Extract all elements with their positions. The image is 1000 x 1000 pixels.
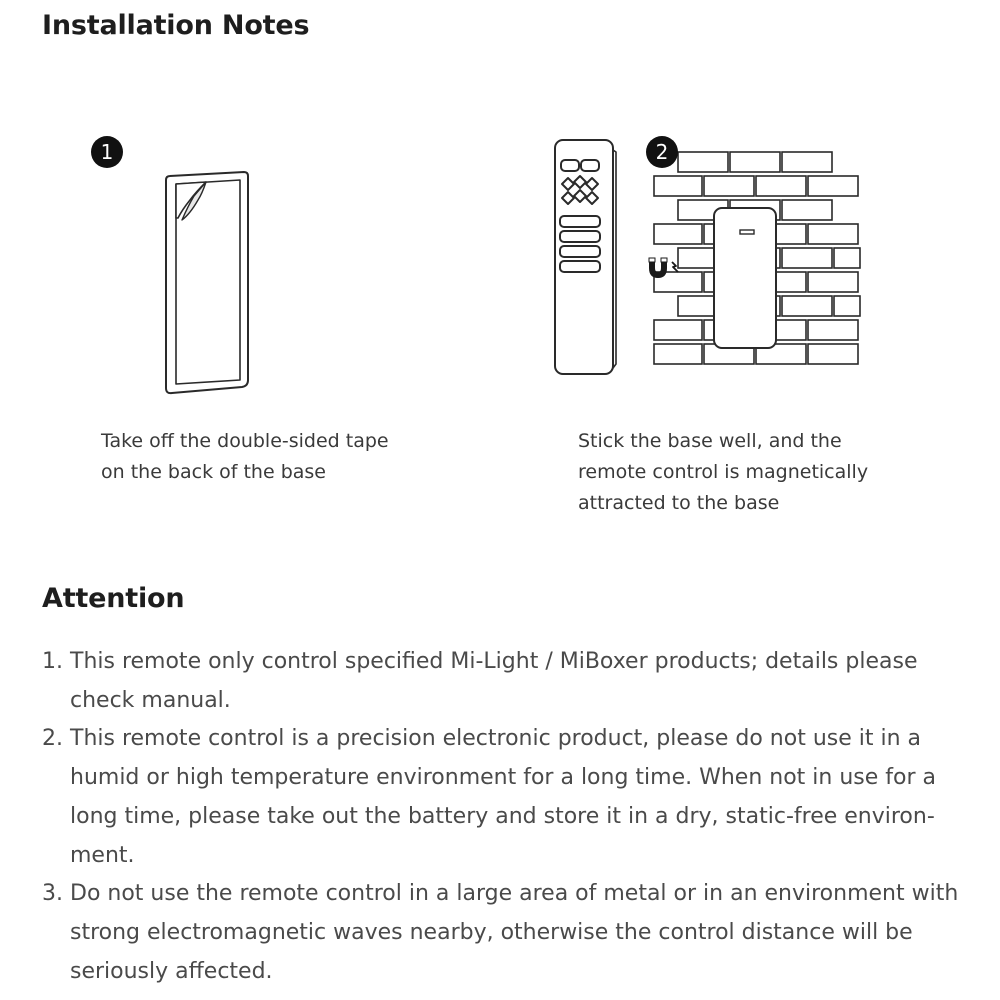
caption-line: remote control is magnetically	[578, 461, 869, 483]
item-number: 3.	[42, 881, 63, 907]
item-number: 2.	[42, 726, 63, 752]
item-line: humid or high temperature environment for a long time. When not in use for a	[70, 765, 937, 791]
step-2-caption	[578, 426, 868, 519]
item-line: ment.	[70, 842, 135, 868]
attention-list	[42, 643, 972, 991]
caption-line: on the back of the base	[101, 461, 326, 483]
item-line: seriously affected.	[70, 958, 273, 984]
step-2-badge: 2	[646, 136, 678, 168]
caption-line: attracted to the base	[578, 492, 780, 514]
magnet-icon	[646, 254, 680, 280]
attention-item	[42, 875, 972, 991]
item-line: strong electromagnetic waves nearby, otherwise the control distance will be	[70, 919, 913, 945]
caption-line: Take off the double-sided tape	[101, 430, 389, 452]
item-line: check manual.	[70, 687, 231, 713]
item-line: This remote only control specified Mi-Light / MiBoxer products; details please	[70, 649, 918, 674]
item-line: Do not use the remote control in a large area of metal or in an environment with	[70, 881, 959, 907]
caption-line: Stick the base well, and the	[578, 430, 842, 452]
remote-control-illustration	[550, 136, 620, 378]
item-number: 1.	[42, 649, 63, 674]
item-line: This remote control is a precision electronic product, please do not use it in a	[70, 726, 922, 752]
item-line: long time, please take out the battery and store it in a dry, static-free environ-	[70, 803, 935, 829]
installation-notes-heading: Installation Notes	[42, 10, 310, 41]
base-tape-illustration	[160, 170, 252, 398]
step-1-badge: 1	[91, 136, 123, 168]
attention-item	[42, 720, 972, 875]
attention-item	[42, 643, 972, 720]
attention-heading: Attention	[42, 583, 185, 614]
step-1-caption	[101, 426, 389, 488]
